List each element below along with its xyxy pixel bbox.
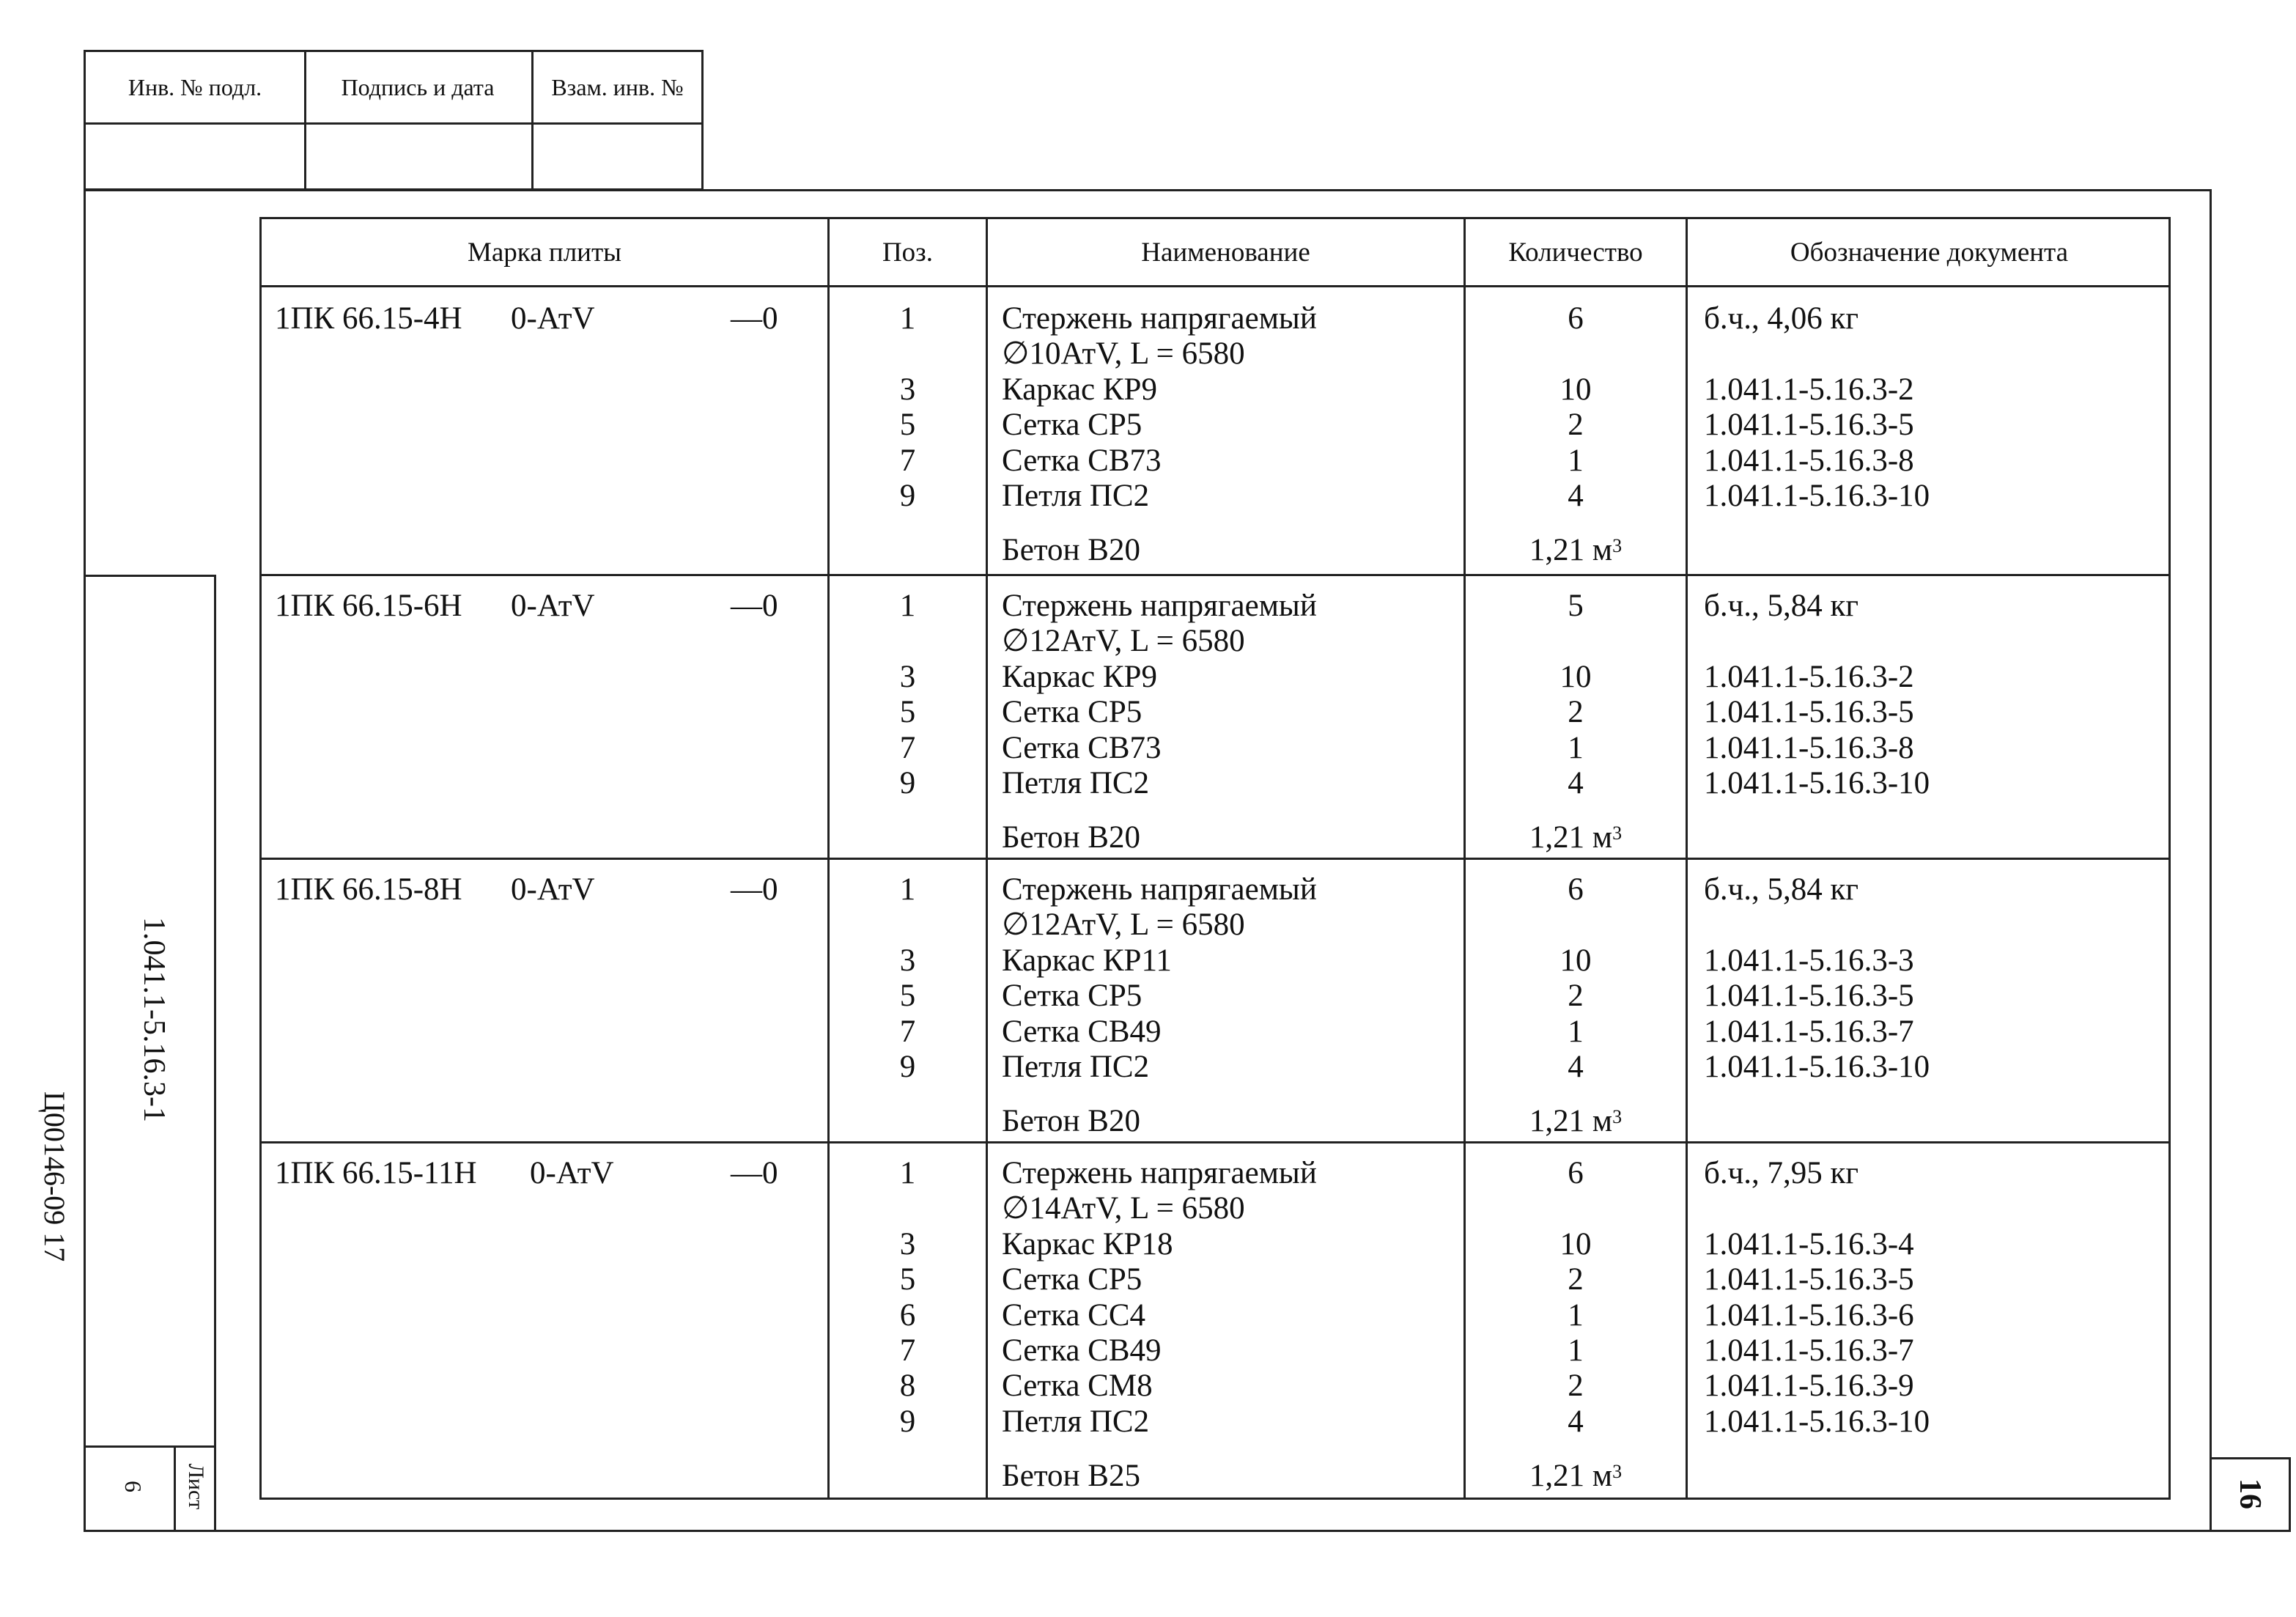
item-name: Сетка СР5 [1002,1262,1143,1297]
header-slab-mark: Марка плиты [467,237,621,268]
item-name: Стержень напрягаемый [1002,301,1317,336]
position-cell: 9 [899,1404,916,1439]
quantity-cell: 4 [1568,1050,1584,1084]
quantity-cell: 6 [1568,301,1584,336]
quantity-cell: 10 [1559,372,1592,407]
frame-bottom-border [84,1530,2212,1532]
position-cell: 6 [899,1297,916,1333]
quantity-cell: 6 [1568,872,1584,907]
document-cell: 1.041.1-5.16.3-8 [1704,443,1914,478]
position-cell: 7 [899,443,916,478]
item-name: Каркас КР11 [1002,943,1172,978]
document-cell: б.ч., 5,84 кг [1704,589,1859,623]
slab-mark: 1ПК 66.15-11Н [275,1156,477,1190]
sheet-label: Лист [184,1463,208,1510]
concrete-name: Бетон В20 [1002,533,1140,568]
item-name: ∅12АтV, L = 6580 [1002,624,1245,659]
position-cell: 5 [899,979,916,1014]
quantity-cell: 2 [1568,1369,1584,1404]
slab-mark: 1ПК 66.15-8Н [275,872,462,907]
document-cell: 1.041.1-5.16.3-3 [1704,943,1914,978]
document-cell: 1.041.1-5.16.3-10 [1704,1404,1930,1439]
item-name: Сетка СМ8 [1002,1369,1153,1404]
item-name: Петля ПС2 [1002,479,1150,513]
position-cell: 3 [899,943,916,978]
position-cell: 3 [899,1226,916,1261]
document-cell: 1.041.1-5.16.3-4 [1704,1226,1914,1261]
document-cell: б.ч., 7,95 кг [1704,1156,1859,1190]
document-cell: 1.041.1-5.16.3-9 [1704,1369,1914,1404]
stamp-cell-signature-date [304,122,534,191]
item-name: Сетка СС4 [1002,1297,1146,1333]
slab-mark: 1ПК 66.15-4Н [275,301,462,336]
item-name: Стержень напрягаемый [1002,589,1317,623]
quantity-cell: 1 [1568,1014,1584,1049]
slab-steel-class: 0-АтV [511,589,595,623]
document-cell: 1.041.1-5.16.3-10 [1704,1050,1930,1084]
position-cell: 5 [899,695,916,730]
document-cell: б.ч., 4,06 кг [1704,301,1859,336]
position-cell: 1 [899,872,916,907]
document-cell: 1.041.1-5.16.3-6 [1704,1297,1914,1333]
concrete-quantity: 1,21 $м^3$ [1529,1459,1623,1494]
archive-code: Ц00146-09 17 [38,1091,71,1262]
position-cell: 5 [899,1262,916,1297]
position-cell: 7 [899,1014,916,1049]
document-cell: 1.041.1-5.16.3-5 [1704,1262,1914,1297]
quantity-cell: 10 [1559,659,1592,694]
sheet-number-side: 6 [120,1481,147,1492]
slab-variant: —0 [731,301,778,336]
group-divider [262,574,2168,576]
header-quantity: Количество [1508,237,1643,268]
document-cell: 1.041.1-5.16.3-8 [1704,730,1914,765]
position-cell: 3 [899,372,916,407]
quantity-cell: 5 [1568,589,1584,623]
document-cell: 1.041.1-5.16.3-2 [1704,372,1914,407]
document-cell: 1.041.1-5.16.3-10 [1704,766,1930,800]
item-name: Каркас КР18 [1002,1226,1173,1261]
frame-top-border [84,189,2212,191]
item-name: Петля ПС2 [1002,1050,1150,1084]
quantity-cell: 2 [1568,695,1584,730]
item-name: Петля ПС2 [1002,1404,1150,1439]
quantity-cell: 1 [1568,1333,1584,1368]
item-name: ∅10АтV, L = 6580 [1002,336,1245,372]
header-name: Наименование [1141,237,1310,268]
slab-variant: —0 [731,1156,778,1190]
quantity-cell: 6 [1568,1156,1584,1190]
position-cell: 1 [899,1156,916,1190]
stamp-header-inv-no: Инв. № подл. [86,52,306,125]
concrete-name: Бетон В20 [1002,820,1140,855]
quantity-cell: 1 [1568,443,1584,478]
quantity-cell: 4 [1568,766,1584,800]
sheet-row-divider [174,1448,176,1532]
document-cell: 1.041.1-5.16.3-5 [1704,979,1914,1014]
position-cell: 9 [899,1050,916,1084]
item-name: Стержень напрягаемый [1002,1156,1317,1190]
document-cell: 1.041.1-5.16.3-7 [1704,1333,1914,1368]
quantity-cell: 2 [1568,979,1584,1014]
unit-exponent: 3 [1612,535,1623,557]
concrete-quantity: 1,21 $м^3$ [1529,820,1623,855]
document-cell: 1.041.1-5.16.3-7 [1704,1014,1914,1049]
stamp-cell-inv-no [86,122,306,191]
page-number: 16 [2233,1478,2267,1509]
item-name: Сетка СВ73 [1002,443,1162,478]
quantity-cell: 1 [1568,730,1584,765]
quantity-cell: 2 [1568,408,1584,443]
quantity-cell: 1 [1568,1297,1584,1333]
header-position: Поз. [882,237,934,268]
stamp-header-signature-date: Подпись и дата [304,52,534,125]
quantity-cell: 10 [1559,943,1592,978]
concrete-quantity: 1,21 $м^3$ [1529,533,1623,568]
stamp-header-replaced-inv: Взам. инв. № [531,52,704,125]
item-name: Стержень напрягаемый [1002,872,1317,907]
approval-stamp [84,50,704,191]
position-cell: 7 [899,1333,916,1368]
slab-steel-class: 0-АтV [511,872,595,907]
frame-right-border [2210,189,2212,1532]
item-name: Сетка СР5 [1002,695,1143,730]
position-cell: 7 [899,730,916,765]
position-cell: 8 [899,1369,916,1404]
concrete-quantity: 1,21 $м^3$ [1529,1104,1623,1139]
unit-exponent: 3 [1612,1461,1623,1483]
document-cell: 1.041.1-5.16.3-5 [1704,695,1914,730]
slab-mark: 1ПК 66.15-6Н [275,589,462,623]
item-name: ∅12АтV, L = 6580 [1002,907,1245,943]
position-cell: 9 [899,766,916,800]
item-name: Сетка СВ73 [1002,730,1162,765]
document-cell: 1.041.1-5.16.3-10 [1704,479,1930,513]
quantity-cell: 4 [1568,1404,1584,1439]
position-cell: 9 [899,479,916,513]
document-cell: 1.041.1-5.16.3-2 [1704,659,1914,694]
slab-steel-class: 0-АтV [511,301,595,336]
document-code: 1.041.1-5.16.3-1 [137,917,171,1122]
concrete-name: Бетон В25 [1002,1459,1140,1494]
specification-table [259,217,2171,1500]
item-name: Сетка СР5 [1002,979,1143,1014]
unit-exponent: 3 [1612,822,1623,844]
item-name: ∅14АтV, L = 6580 [1002,1191,1245,1226]
header-document: Обозначение документа [1790,237,2069,268]
item-name: Сетка СВ49 [1002,1014,1162,1049]
position-cell: 5 [899,408,916,443]
item-name: Сетка СВ49 [1002,1333,1162,1368]
concrete-name: Бетон В20 [1002,1104,1140,1139]
quantity-cell: 2 [1568,1262,1584,1297]
slab-variant: —0 [731,872,778,907]
document-cell: 1.041.1-5.16.3-5 [1704,408,1914,443]
item-name: Петля ПС2 [1002,766,1150,800]
quantity-cell: 4 [1568,479,1584,513]
group-divider [262,1141,2168,1143]
slab-variant: —0 [731,589,778,623]
header-row-divider [262,285,2168,287]
quantity-cell: 10 [1559,1226,1592,1261]
item-name: Каркас КР9 [1002,372,1157,407]
item-name: Каркас КР9 [1002,659,1157,694]
position-cell: 1 [899,589,916,623]
document-cell: б.ч., 5,84 кг [1704,872,1859,907]
slab-steel-class: 0-АтV [530,1156,614,1190]
unit-exponent: 3 [1612,1106,1623,1128]
group-divider [262,858,2168,860]
position-cell: 1 [899,301,916,336]
position-cell: 3 [899,659,916,694]
item-name: Сетка СР5 [1002,408,1143,443]
